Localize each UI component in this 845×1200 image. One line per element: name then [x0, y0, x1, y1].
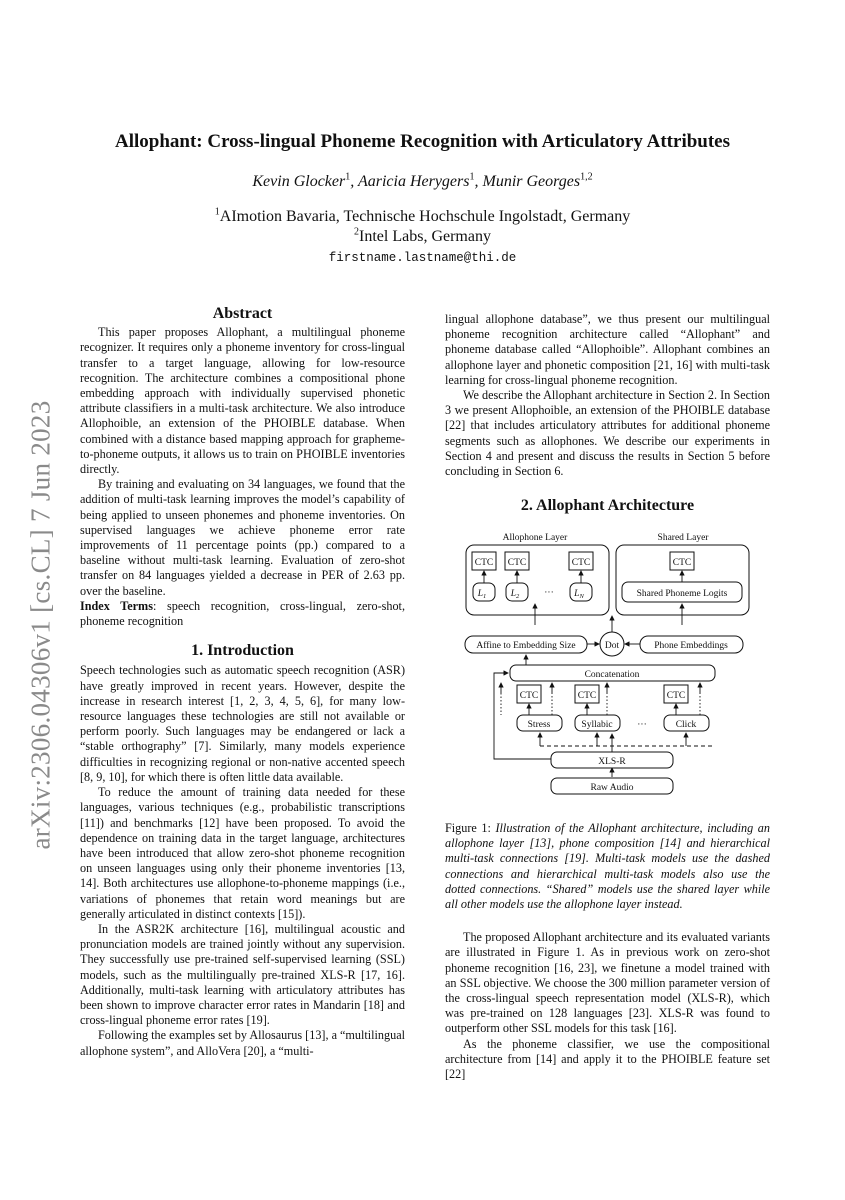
affiliation-text: Intel Labs, Germany	[359, 228, 491, 245]
affiliation-sup: 1	[214, 206, 220, 218]
shared-layer-label: Shared Layer	[657, 533, 709, 543]
caption-text: Illustration of the Allophant architecture, including an allophone layer [13], phone composition [14] and hierarchical multi-task connections [19]. Multi-task models use the dashed connections and hierarchical multi-task models also use the dotted connections. “Shared” models use the shared layer while all other models use the allophone layer instead.	[445, 821, 770, 912]
l2-subscript: 2	[516, 593, 520, 600]
index-terms	[80, 599, 405, 629]
dot-label: Dot	[604, 641, 620, 651]
abstract-paragraph: By training and evaluating on 34 languages, we found that the addition of multi-task learning improves the model’s capability of being applied to unseen phonemes and phoneme inventories. On supervised languages we achieve phoneme error rate improvements of 11 percentage points (pp.) compared to a baseline without multi-task learning. Evaluation of zero-shot transfer on 84 languages yielded a decrease in PER of 2.63 pp. over the baseline.	[80, 477, 405, 598]
ctc-label: CTC	[507, 558, 527, 568]
body-paragraph: As the phoneme classifier, we use the compositional architecture from [14] and apply it to the PHOIBLE feature set [22]	[445, 1036, 770, 1082]
intro-paragraph: Speech technologies such as automatic speech recognition (ASR) have greatly improved in recent years. However, despite the increase in research interest [1, 2, 3, 4, 5, 6], for many low-resource languages these technologies are still not available or perform poorly. Such languages may be endangered or lack a “stable orthography” [7]. Similarly, many models experience difficulties in recognizing regional or non-native accented speech [8, 9, 10], for which there is often little data available.	[80, 663, 405, 784]
index-terms-label: Index Terms	[80, 598, 153, 613]
intro-heading: 1. Introduction	[191, 642, 294, 660]
l1-letter: L	[477, 589, 484, 599]
contact-email: firstname.lastname@thi.de	[328, 251, 517, 265]
body-paragraph: The proposed Allophant architecture and its evaluated variants are illustrated in Figure 1. As in previous work on zero-shot phoneme recognition [16, 23], we finetune a model trained with an SSL objective. We choose the 300 million parameter version of the cross-lingual speech representation model (XLS-R), which was pre-trained on 128 languages [23]. XLS-R was found to outperform other SSL models for this task [16].	[445, 930, 770, 1036]
ctc-label: CTC	[474, 558, 494, 568]
affiliation-sup: 2	[354, 226, 360, 238]
index-terms-text: : speech recognition, cross-lingual, zero-shot, phoneme recognition	[80, 598, 405, 629]
body-paragraph: lingual allophone database”, we thus present our multilingual phoneme recognition architecture called “Allophant” and phoneme database called “Allophoible”. Allophant combines an allophone layer and phonetic composition [21, 16] with multi-task learning for cross-lingual phoneme recognition.	[445, 312, 770, 387]
intro-paragraph: To reduce the amount of training data needed for these languages, various techniques (e.g., probabilistic transcriptions [11]) and benchmarks [12] have been proposed. To avoid the dependence on training data in the target language, architectures have been introduced that allow zero-shot phoneme recognition on unseen languages using only their phoneme inventories [13, 14]. Both architectures use allophone-to-phoneme mappings (i.e., variations of phonemes that retain word meanings but are generally articulated in distinct contexts [15]).	[80, 785, 405, 921]
affine-label: Affine to Embedding Size	[476, 641, 576, 651]
stress-label: Stress	[527, 720, 551, 730]
ctc-label: CTC	[666, 691, 686, 701]
allophone-layer-label: Allophone Layer	[502, 533, 568, 543]
author-name: Aaricia Herygers	[357, 173, 470, 190]
ctc-label: CTC	[577, 691, 597, 701]
phone-embeddings-label: Phone Embeddings	[654, 641, 728, 651]
author-name: Munir Georges	[482, 173, 581, 190]
author-sup: 1	[345, 171, 351, 183]
click-label: Click	[675, 720, 697, 730]
right-column-top	[445, 312, 770, 513]
section2-heading: 2. Allophant Architecture	[520, 497, 695, 515]
syllabic-label: Syllabic	[581, 720, 613, 730]
l2-letter: L	[510, 589, 517, 599]
author-line: Kevin Glocker$^1$, Aaricia Herygers$^1$, Munir Georges$^{1,2}$	[252, 171, 593, 190]
ln-subscript: N	[579, 593, 584, 600]
affiliation-text: AImotion Bavaria, Technische Hochschule Ingolstadt, Germany	[219, 208, 631, 225]
author-sup: 1	[469, 171, 475, 183]
ctc-label: CTC	[571, 558, 591, 568]
concatenation-label: Concatenation	[584, 670, 640, 680]
intro-paragraph: Following the examples set by Allosaurus [13], a “multilingual allophone system”, and AlloVera [20], a “multi-	[80, 1028, 406, 1058]
l1-subscript: 1	[483, 593, 487, 600]
architecture-figure	[462, 527, 772, 800]
ctc-label: CTC	[519, 691, 539, 701]
right-column-bottom	[445, 821, 770, 1082]
abstract-paragraph: This paper proposes Allophant, a multilingual phoneme recognizer. It requires only a phoneme inventory for cross-lingual transfer to a target language, allowing for low-resource recognition. The architecture combines a compositional phone embedding approach with individually supervised phonetic attribute classifiers in a multi-task architecture. We also introduce Allophoible, an extension of the PHOIBLE database. When combined with a distance based mapping approach for grapheme-to-phoneme outputs, it allows us to train on PHOIBLE inventories directly.	[80, 325, 405, 477]
left-column	[80, 306, 405, 1059]
author-sup: 1,2	[580, 171, 593, 183]
shared-logits-label: Shared Phoneme Logits	[636, 589, 728, 599]
ellipsis: ···	[544, 588, 554, 598]
affiliation-2	[0, 228, 845, 246]
ctc-label: CTC	[672, 558, 692, 568]
affiliation-1	[0, 208, 845, 226]
caption-label: Figure 1:	[445, 821, 491, 835]
ellipsis: ···	[637, 720, 647, 730]
arxiv-side-stamp: arXiv:2306.04306v1 [cs.CL] 7 Jun 2023	[25, 400, 56, 850]
xlsr-label: XLS-R	[598, 757, 626, 767]
body-paragraph: We describe the Allophant architecture in Section 2. In Section 3 we present Allophoible, an extension of the PHOIBLE database [22] that includes articulatory attributes for additional phoneme segments such as allophones. We describe our experiments in Section 4 and present and discuss the results in Section 5 before concluding in Section 6.	[445, 388, 770, 479]
ln-letter: L	[574, 589, 580, 599]
abstract-heading: Abstract	[212, 305, 273, 322]
paper-title: Allophant: Cross-lingual Phoneme Recognition with Articulatory Attributes	[114, 131, 731, 152]
intro-paragraph: In the ASR2K architecture [16], multilingual acoustic and pronunciation models are trained jointly without any supervision. They successfully use pre-trained self-supervised learning (SSL) models, such as the multilingually pre-trained XLS-R [17, 16]. Additionally, multi-task learning with articulatory attributes has been shown to improve character error rates in Mandarin [18] and cross-lingual phoneme error rates [19].	[80, 921, 405, 1028]
raw-audio-label: Raw Audio	[590, 783, 634, 793]
figure-caption	[445, 821, 770, 912]
author-name: Kevin Glocker	[252, 173, 346, 190]
